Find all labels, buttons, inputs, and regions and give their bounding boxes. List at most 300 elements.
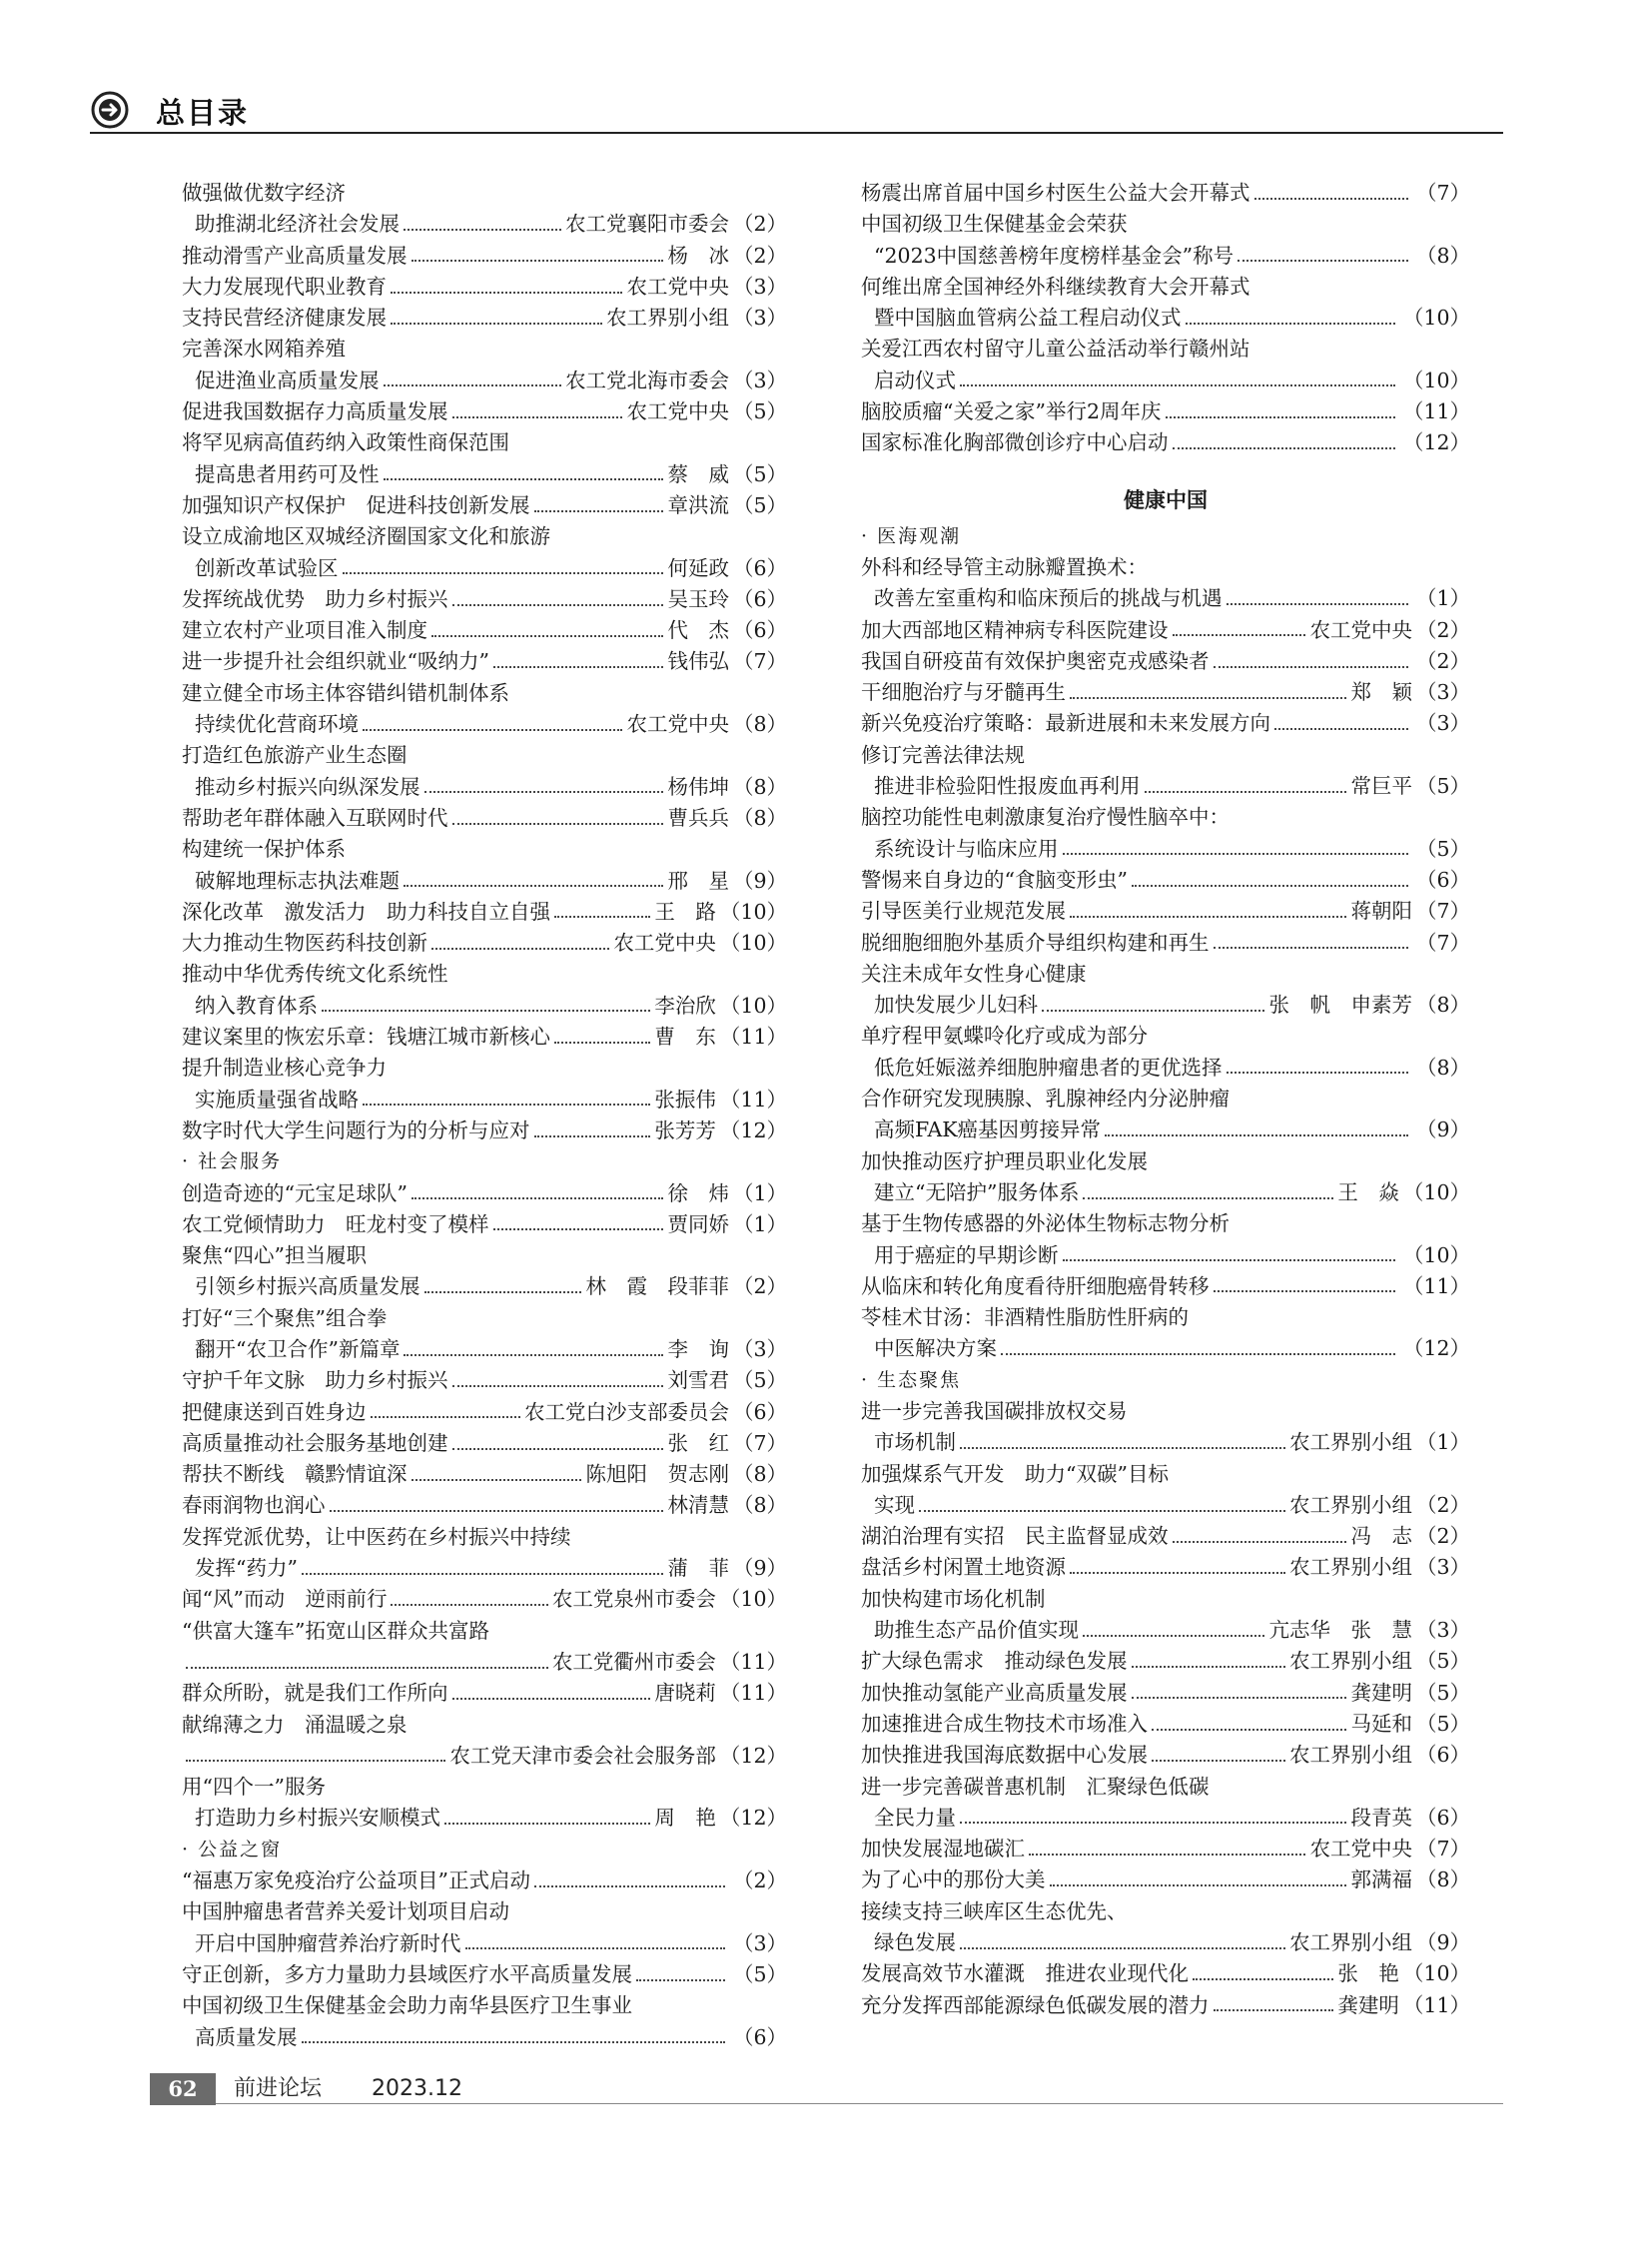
entry-title: 守护千年文脉 助力乡村振兴 <box>182 1368 448 1393</box>
toc-entry <box>861 708 1470 739</box>
entry-page: （7） <box>732 1430 787 1455</box>
toc-column-right <box>861 178 1470 2021</box>
dot-leader <box>452 416 623 418</box>
dot-leader <box>452 1385 664 1387</box>
dot-leader <box>960 1947 1285 1949</box>
entry-author: 冯 志 <box>1350 1524 1412 1549</box>
dot-leader <box>960 384 1395 386</box>
entry-page: （5） <box>1415 774 1470 799</box>
dot-leader <box>636 1979 725 1981</box>
dot-leader <box>1070 697 1346 699</box>
dot-leader <box>412 1197 663 1199</box>
toc-column-left <box>182 178 787 2053</box>
entry-title: 为了心中的那份大美 <box>861 1868 1046 1892</box>
entry-title: 帮扶不断线 赣黔情谊深 <box>182 1462 408 1487</box>
entry-title: 进一步提升社会组织就业“吸纳力” <box>182 649 489 674</box>
entry-page: （11） <box>719 1087 787 1112</box>
dot-leader <box>554 916 650 918</box>
entry-author: 农工界别小组 <box>1288 1430 1412 1455</box>
toc-title-line: 修订完善法律法规 <box>861 742 1025 767</box>
entry-title: 发展高效节水灌溉 推进农业现代化 <box>861 1961 1189 1986</box>
toc-entry <box>861 677 1470 708</box>
toc-entry <box>861 646 1470 677</box>
entry-page: （3） <box>732 368 787 392</box>
entry-title: 翻开“农卫合作”新篇章 <box>195 1336 401 1361</box>
toc-entry <box>182 1209 787 1240</box>
entry-author: 张 艳 <box>1337 1961 1399 1986</box>
page-title: 总目录 <box>156 96 250 130</box>
entry-title: 高频FAK癌基因剪接异常 <box>874 1118 1102 1142</box>
entry-title: 绿色发展 <box>874 1930 956 1955</box>
entry-author: 李治欣 <box>654 993 716 1018</box>
dot-leader <box>1214 1290 1395 1292</box>
toc-entry <box>182 803 787 834</box>
entry-page: （3） <box>1415 680 1470 705</box>
entry-author: 农工党中央 <box>626 274 729 299</box>
toc-title-line: 发挥党派优势，让中医药在乡村振兴中持续 <box>182 1524 571 1549</box>
entry-page: （9） <box>1415 1930 1470 1955</box>
entry-author: 农工党中央 <box>613 931 716 956</box>
dot-leader <box>1214 666 1408 668</box>
toc-entry <box>861 1333 1470 1364</box>
entry-title: 建议案里的恢宏乐章：钱塘江城市新核心 <box>182 1025 550 1050</box>
header-rule <box>90 132 1503 134</box>
entry-title: 帮助老年群体融入互联网时代 <box>182 805 448 830</box>
entry-page: （8） <box>732 1493 787 1518</box>
dot-leader <box>534 510 664 512</box>
toc-entry <box>861 366 1470 396</box>
toc-title-line: 打造红色旅游产业生态圈 <box>182 743 408 768</box>
toc-title-line: 加快推动医疗护理员职业化发展 <box>861 1148 1148 1173</box>
entry-title: 引导医美行业规范发展 <box>861 899 1066 924</box>
entry-page: （8） <box>1415 1055 1470 1080</box>
entry-page: （7） <box>1415 181 1470 205</box>
dot-leader <box>412 260 664 262</box>
toc-entry <box>182 303 787 334</box>
entry-title: 暨中国脑血管病公益工程启动仪式 <box>874 306 1182 331</box>
toc-title-line: 用“四个一”服务 <box>182 1775 326 1800</box>
entry-title: 市场机制 <box>874 1430 956 1455</box>
entry-page: （5） <box>732 461 787 486</box>
toc-title-line: “供富大篷车”拓宽山区群众共富路 <box>182 1618 489 1643</box>
entry-page: （3） <box>1415 1555 1470 1580</box>
dot-leader <box>412 1479 582 1481</box>
dot-leader <box>1173 634 1306 636</box>
entry-page: （11） <box>719 1681 787 1706</box>
entry-author: 钱伟弘 <box>667 649 729 674</box>
entry-author: 唐晓莉 <box>654 1681 716 1706</box>
entry-author: 农工界别小组 <box>1288 1492 1412 1517</box>
entry-author: 龚建明 <box>1350 1680 1412 1705</box>
dot-leader <box>493 1228 664 1230</box>
arrow-circle-icon <box>90 90 130 130</box>
entry-author: 张振伟 <box>654 1087 716 1112</box>
dot-leader <box>1132 885 1408 887</box>
entry-title: 高质量推动社会服务基地创建 <box>182 1430 448 1455</box>
toc-entry <box>182 1334 787 1365</box>
toc-entry <box>182 1271 787 1302</box>
dot-leader <box>302 1573 663 1575</box>
dot-leader <box>424 1291 582 1293</box>
entry-title: 高质量发展 <box>195 2024 298 2049</box>
dot-leader <box>452 1698 651 1700</box>
entry-page: （3） <box>732 306 787 331</box>
dot-leader <box>493 666 663 668</box>
entry-author: 段青英 <box>1350 1805 1412 1830</box>
entry-page: （5） <box>732 1368 787 1393</box>
toc-entry <box>861 1803 1470 1834</box>
dot-leader <box>1105 1134 1408 1136</box>
entry-page: （12） <box>719 1806 787 1831</box>
entry-author: 杨伟坤 <box>667 774 729 799</box>
dot-leader <box>1173 447 1395 449</box>
dot-leader <box>431 948 609 950</box>
entry-page: （9） <box>732 868 787 893</box>
entry-author: 农工党中央 <box>1309 617 1412 642</box>
entry-page: （6） <box>732 586 787 611</box>
toc-title-line: 构建统一保护体系 <box>182 837 346 862</box>
toc-entry <box>861 865 1470 896</box>
entry-title: 深化改革 激发活力 助力科技自立自强 <box>182 899 550 924</box>
toc-title-line: 聚焦“四心”担当履职 <box>182 1243 367 1268</box>
entry-author: 农工党天津市委会社会服务部 <box>449 1743 716 1768</box>
toc-entry <box>182 1647 787 1678</box>
toc-title-line: 外科和经导管主动脉瓣置换术： <box>861 554 1148 579</box>
dot-leader <box>534 1135 651 1137</box>
toc-title-line: 献绵薄之力 涌温暖之泉 <box>182 1712 408 1737</box>
toc-entry <box>861 1271 1470 1302</box>
dot-leader <box>1186 323 1395 325</box>
entry-page: （10） <box>1402 1961 1470 1986</box>
entry-page: （12） <box>719 1118 787 1142</box>
dot-leader <box>404 1354 663 1356</box>
toc-title-line: 中国肿瘤患者营养关爱计划项目启动 <box>182 1899 509 1924</box>
toc-title-line: 中国初级卫生保健基金会荣获 <box>861 212 1128 237</box>
dot-leader <box>452 1448 664 1450</box>
toc-title-line: 中国初级卫生保健基金会助力南华县医疗卫生事业 <box>182 1993 632 2018</box>
entry-title: 助推湖北经济社会发展 <box>195 212 400 237</box>
dot-leader <box>1227 603 1408 605</box>
toc-title-line: 接续支持三峡库区生态优先、 <box>861 1898 1128 1923</box>
entry-page: （10） <box>1402 368 1470 392</box>
toc-entry <box>182 866 787 897</box>
entry-page: （3） <box>732 274 787 299</box>
entry-title: 创造奇迹的“元宝足球队” <box>182 1180 408 1205</box>
toc-entry <box>861 1927 1470 1958</box>
entry-title: 建立“无陪护”服务体系 <box>874 1179 1080 1204</box>
page-footer <box>150 2073 1503 2109</box>
toc-entry <box>861 583 1470 614</box>
toc-entry <box>182 1866 787 1896</box>
entry-author: 林清慧 <box>667 1493 729 1518</box>
entry-title: 推动乡村振兴向纵深发展 <box>195 774 420 799</box>
entry-title: 国家标准化胸部微创诊疗中心启动 <box>861 430 1169 455</box>
entry-title: 提高患者用药可及性 <box>195 461 380 486</box>
entry-title: 加快发展湿地碳汇 <box>861 1837 1025 1862</box>
entry-page: （10） <box>1402 1242 1470 1267</box>
toc-entry <box>861 1552 1470 1583</box>
dot-leader <box>1070 916 1346 918</box>
entry-author: 邢 星 <box>667 868 729 893</box>
entry-title: 破解地理标志执法难题 <box>195 868 400 893</box>
toc-title-line: 做强做优数字经济 <box>182 181 346 205</box>
entry-author: 王 焱 <box>1337 1179 1399 1204</box>
entry-title: “2023中国慈善榜年度榜样基金会”称号 <box>874 243 1235 268</box>
dot-leader <box>1132 1697 1347 1699</box>
dot-leader <box>1083 1197 1333 1199</box>
dot-leader <box>554 1042 650 1044</box>
toc-title-line: 建立健全市场主体容错纠错机制体系 <box>182 680 509 705</box>
entry-author: 亢志华 张 慧 <box>1268 1618 1412 1643</box>
entry-page: （5） <box>1415 1680 1470 1705</box>
entry-page: （2） <box>1415 617 1470 642</box>
entry-title: 加快推进我国海底数据中心发展 <box>861 1743 1148 1768</box>
entry-page: （6） <box>732 1399 787 1424</box>
entry-author: 林 霞 段菲菲 <box>585 1274 729 1299</box>
entry-title: 加快推动氢能产业高质量发展 <box>861 1680 1128 1705</box>
toc-entry <box>182 459 787 490</box>
entry-title: 加快发展少儿妇科 <box>874 993 1038 1018</box>
toc-entry <box>182 1584 787 1615</box>
entry-title: “福惠万家免疫治疗公益项目”正式启动 <box>182 1868 530 1893</box>
entry-author: 曹 东 <box>654 1025 716 1050</box>
entry-title: 实现 <box>874 1492 915 1517</box>
toc-entry <box>861 928 1470 959</box>
dot-leader <box>1238 260 1408 262</box>
entry-title: 用于癌症的早期诊断 <box>874 1242 1059 1267</box>
entry-page: （7） <box>732 649 787 674</box>
entry-title: 杨震出席首届中国乡村医生公益大会开幕式 <box>861 181 1250 205</box>
entry-page: （2） <box>732 212 787 237</box>
toc-entry <box>182 490 787 521</box>
entry-page: （3） <box>1415 1618 1470 1643</box>
entry-page: （6） <box>1415 1805 1470 1830</box>
dot-leader <box>1214 2009 1334 2011</box>
toc-entry <box>182 897 787 928</box>
toc-entry <box>861 1834 1470 1865</box>
dot-leader <box>1227 1072 1408 1074</box>
entry-author: 何延政 <box>667 555 729 580</box>
entry-title: 脱细胞细胞外基质介导组织构建和再生 <box>861 930 1210 955</box>
entry-title: 脑胶质瘤“关爱之家”举行2周年庆 <box>861 399 1162 424</box>
entry-title: 闻“风”而动 逆雨前行 <box>182 1587 388 1612</box>
entry-page: （6） <box>732 2024 787 2049</box>
entry-author: 农工党中央 <box>626 712 729 737</box>
entry-title: 把健康送到百姓身边 <box>182 1399 367 1424</box>
toc-title-line: 加快构建市场化机制 <box>861 1586 1046 1611</box>
entry-page: （10） <box>719 931 787 956</box>
entry-page: （5） <box>1415 1649 1470 1674</box>
entry-author: 李 询 <box>667 1336 729 1361</box>
dot-leader <box>444 1823 650 1825</box>
toc-entry <box>861 1709 1470 1740</box>
toc-entry <box>861 1490 1470 1521</box>
dot-leader <box>960 1447 1285 1449</box>
toc-entry <box>182 1928 787 1959</box>
toc-entry <box>861 241 1470 272</box>
entry-title: 纳入教育体系 <box>195 993 318 1018</box>
toc-entry <box>861 834 1470 865</box>
entry-page: （2） <box>1415 648 1470 673</box>
entry-page: （3） <box>1415 711 1470 736</box>
entry-page: （8） <box>732 712 787 737</box>
entry-title: 促进渔业高质量发展 <box>195 368 380 392</box>
dot-leader <box>1152 1729 1346 1731</box>
toc-entry <box>182 553 787 584</box>
entry-page: （10） <box>719 1587 787 1612</box>
entry-page: （9） <box>732 1556 787 1581</box>
entry-author: 王 路 <box>654 899 716 924</box>
entry-page: （6） <box>732 618 787 643</box>
dot-leader <box>302 2041 725 2043</box>
entry-title: 警惕来自身边的“食脑变形虫” <box>861 867 1128 892</box>
toc-title-line: 推动中华优秀传统文化系统性 <box>182 962 448 987</box>
entry-title: 充分发挥西部能源绿色低碳发展的潜力 <box>861 1992 1210 2017</box>
entry-author: 龚建明 <box>1337 1992 1399 2017</box>
toc-title-line: 将罕见病高值药纳入政策性商保范围 <box>182 430 509 455</box>
entry-page: （12） <box>1402 430 1470 455</box>
dot-leader <box>1214 947 1408 949</box>
entry-title: 加大西部地区精神病专科医院建设 <box>861 617 1169 642</box>
subsection-label: · 生态聚焦 <box>861 1365 1470 1396</box>
entry-page: （8） <box>732 805 787 830</box>
toc-title-line: 苓桂术甘汤：非酒精性脂肪性肝病的 <box>861 1305 1189 1330</box>
footer-rule <box>216 2103 1503 2104</box>
entry-page: （11） <box>719 1649 787 1674</box>
dot-leader <box>322 1010 650 1012</box>
toc-entry <box>182 1459 787 1490</box>
toc-entry <box>861 1646 1470 1677</box>
toc-entry <box>861 1958 1470 1989</box>
entry-title: 助推生态产品价值实现 <box>874 1618 1079 1643</box>
dot-leader <box>452 604 664 606</box>
toc-entry <box>861 1865 1470 1895</box>
dot-leader <box>186 1667 548 1669</box>
entry-title: 盘活乡村闲置土地资源 <box>861 1555 1066 1580</box>
entry-page: （5） <box>732 492 787 517</box>
toc-entry <box>861 396 1470 427</box>
entry-page: （5） <box>1415 836 1470 861</box>
entry-page: （2） <box>1415 1524 1470 1549</box>
toc-entry <box>861 1615 1470 1646</box>
toc-entry <box>182 646 787 677</box>
dot-leader <box>431 635 663 637</box>
toc-entry <box>861 1990 1470 2021</box>
toc-title-line: 打好“三个聚焦”组合拳 <box>182 1305 388 1330</box>
toc-entry <box>182 1741 787 1772</box>
entry-author: 代 杰 <box>667 618 729 643</box>
entry-author: 贾同娇 <box>667 1211 729 1236</box>
entry-title: 创新改革试验区 <box>195 555 339 580</box>
entry-title: 我国自研疫苗有效保护奥密克戎感染者 <box>861 648 1210 673</box>
entry-page: （10） <box>1402 306 1470 331</box>
entry-title: 数字时代大学生问题行为的分析与应对 <box>182 1118 530 1142</box>
toc-title-line: 设立成渝地区双城经济圈国家文化和旅游 <box>182 524 550 549</box>
entry-title: 开启中国肿瘤营养治疗新时代 <box>195 1930 461 1955</box>
page-number: 62 <box>150 2073 216 2105</box>
toc-title-line: 何维出席全国神经外科继续教育大会开幕式 <box>861 274 1250 299</box>
entry-page: （10） <box>719 899 787 924</box>
dot-leader <box>343 572 664 574</box>
entry-title: 改善左室重构和临床预后的挑战与机遇 <box>874 586 1223 611</box>
page-header <box>90 90 1503 134</box>
entry-page: （7） <box>1415 899 1470 924</box>
toc-title-line: 合作研究发现胰腺、乳腺神经内分泌肿瘤 <box>861 1087 1230 1112</box>
entry-page: （9） <box>1415 1118 1470 1142</box>
entry-title: 低危妊娠滋养细胞肿瘤患者的更优选择 <box>874 1055 1223 1080</box>
toc-entry <box>861 771 1470 802</box>
entry-title: 守正创新，多方力量助力县域医疗水平高质量发展 <box>182 1961 632 1986</box>
entry-page: （1） <box>732 1180 787 1205</box>
entry-page: （5） <box>732 399 787 424</box>
entry-title: 发挥“药力” <box>195 1556 298 1581</box>
toc-entry <box>182 772 787 803</box>
entry-page: （6） <box>1415 867 1470 892</box>
entry-page: （11） <box>1402 1992 1470 2017</box>
dot-leader <box>919 1510 1285 1512</box>
entry-author: 章洪流 <box>667 492 729 517</box>
dot-leader <box>1274 728 1408 730</box>
subsection-label: · 医海观潮 <box>861 521 1470 552</box>
entry-title: 新兴免疫治疗策略：最新进展和未来发展方向 <box>861 711 1270 736</box>
toc-entry <box>182 1365 787 1396</box>
dot-leader <box>1083 1635 1264 1637</box>
entry-author: 刘雪君 <box>667 1368 729 1393</box>
entry-author: 农工党泉州市委会 <box>551 1587 716 1612</box>
toc-entry <box>182 709 787 740</box>
entry-page: （1） <box>1415 1430 1470 1455</box>
entry-author: 郑 颖 <box>1350 680 1412 705</box>
toc-title-line: 加强煤系气开发 助力“双碳”目标 <box>861 1461 1169 1486</box>
dot-leader <box>330 1510 664 1512</box>
entry-title: 发挥统战优势 助力乡村振兴 <box>182 586 448 611</box>
entry-author: 农工党中央 <box>626 399 729 424</box>
entry-title: 大力发展现代职业教育 <box>182 274 387 299</box>
entry-title: 农工党倾情助力 旺龙村变了模样 <box>182 1211 489 1236</box>
toc-entry <box>861 615 1470 646</box>
toc-entry <box>861 1521 1470 1552</box>
entry-page: （8） <box>732 1462 787 1487</box>
entry-title: 推进非检验阳性报废血再利用 <box>874 774 1141 799</box>
entry-page: （8） <box>732 774 787 799</box>
entry-author: 吴玉玲 <box>667 586 729 611</box>
entry-page: （5） <box>1415 1711 1470 1736</box>
entry-title: 湖泊治理有实招 民主监督显成效 <box>861 1524 1169 1549</box>
dot-leader <box>1145 791 1347 793</box>
entry-page: （6） <box>732 555 787 580</box>
dot-leader <box>1166 416 1395 418</box>
entry-page: （7） <box>1415 1837 1470 1862</box>
entry-page: （11） <box>1402 399 1470 424</box>
entry-page: （11） <box>719 1025 787 1050</box>
dot-leader <box>391 292 622 294</box>
subsection-label: · 社会服务 <box>182 1146 787 1177</box>
toc-entry <box>861 1427 1470 1458</box>
toc-entry <box>182 2022 787 2053</box>
dot-leader <box>363 729 622 731</box>
entry-page: （10） <box>719 993 787 1018</box>
toc-title-line: 脑控功能性电刺激康复治疗慢性脑卒中： <box>861 805 1230 830</box>
entry-page: （3） <box>732 1930 787 1955</box>
entry-author: 蒋朝阳 <box>1350 899 1412 924</box>
toc-entry <box>861 1740 1470 1771</box>
entry-page: （10） <box>1402 1179 1470 1204</box>
entry-page: （8） <box>1415 1868 1470 1892</box>
dot-leader <box>1029 1854 1305 1856</box>
subsection-label: · 公益之窗 <box>182 1835 787 1866</box>
dot-leader <box>534 1885 725 1887</box>
entry-title: 春雨润物也润心 <box>182 1493 326 1518</box>
